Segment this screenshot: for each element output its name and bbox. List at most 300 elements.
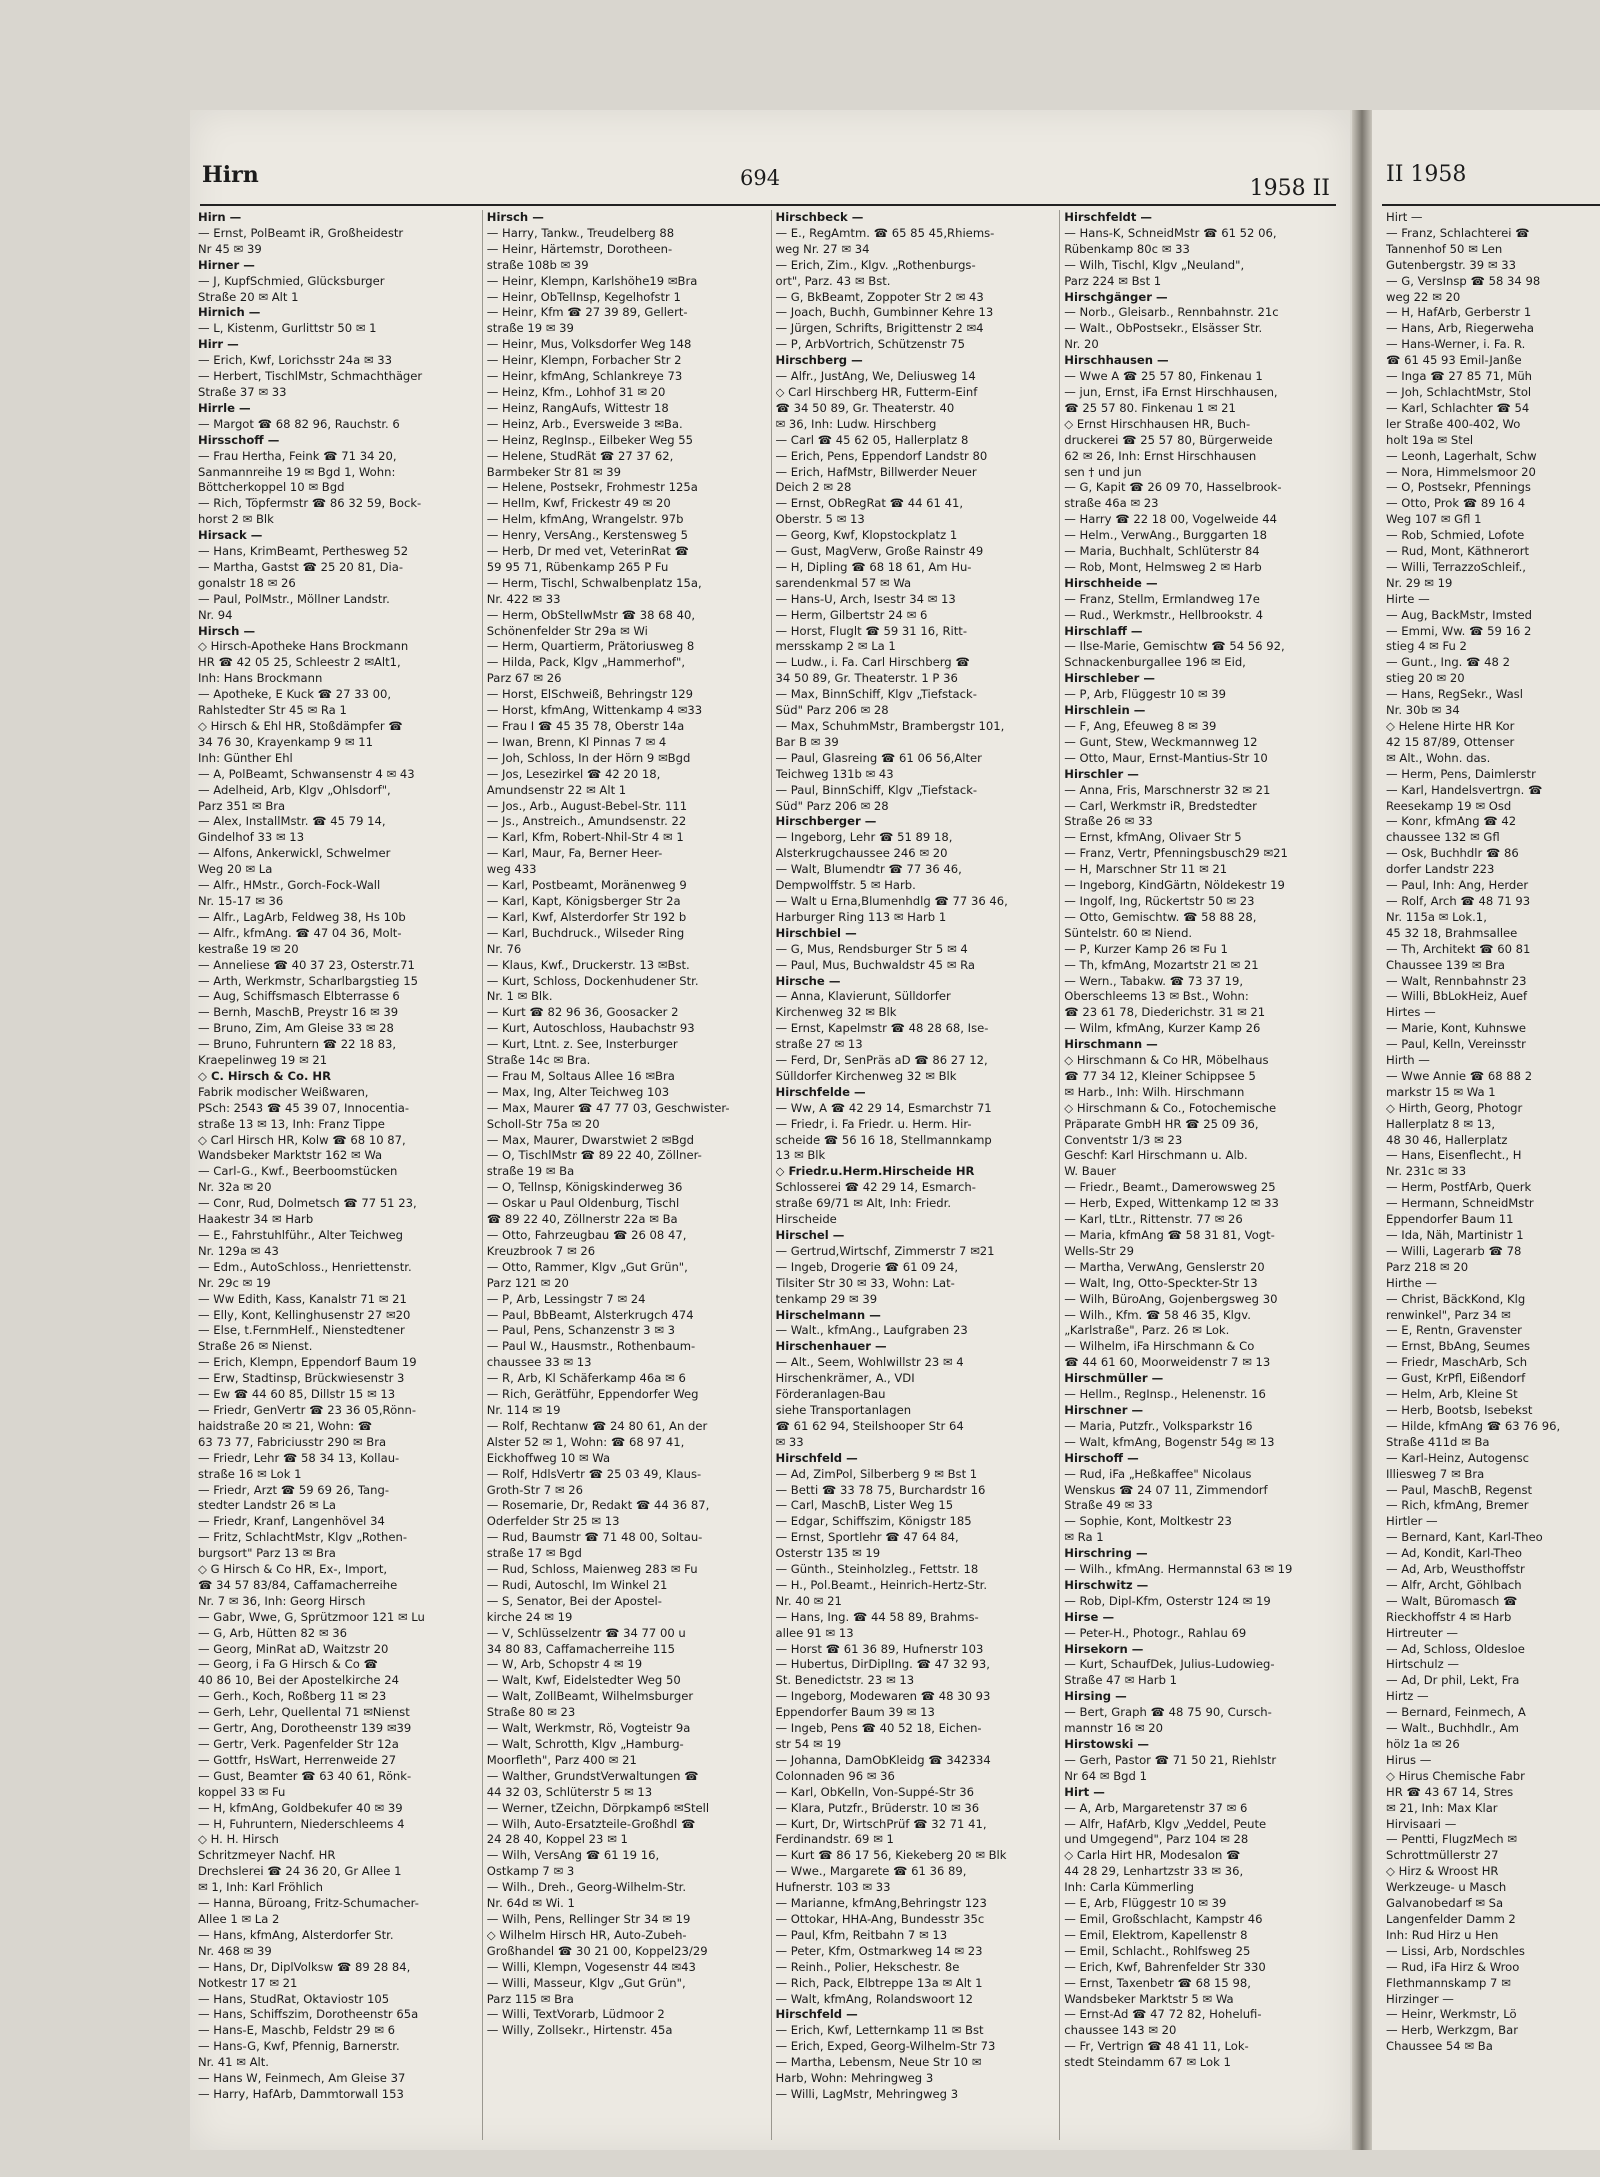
- directory-entry-line: — Arth, Werkmstr, Scharlbargstieg 15: [198, 973, 418, 988]
- directory-entry-line: Parz 115 ✉ Bra: [486, 1991, 574, 2006]
- directory-entry-line: — Anneliese ☎ 40 37 23, Osterstr.71: [198, 957, 415, 972]
- directory-entry-line: — Herb, Bootsb, Isebekst: [1386, 1402, 1533, 1417]
- directory-entry-line: 24 28 40, Koppel 23 ✉ 1: [486, 1832, 628, 1847]
- directory-entry-line: — Gertrud,Wirtschf, Zimmerstr 7 ✉21: [775, 1243, 995, 1258]
- directory-entry-line: — Helene, StudRät ☎ 27 37 62,: [486, 448, 674, 463]
- directory-entry-line: — Ottokar, HHA-Ang, Bundesstr 35c: [775, 1911, 985, 1926]
- directory-entry-line: renwinkel", Parz 34 ✉: [1386, 1307, 1511, 1322]
- directory-entry-line: Hirschfelde —: [775, 1084, 866, 1099]
- directory-entry-line: Böttcherkoppel 10 ✉ Bgd: [198, 480, 345, 495]
- directory-entry-line: Hirschoff —: [1064, 1450, 1139, 1465]
- directory-entry-line: — Gerh, Lehr, Quellental 71 ✉Nienst: [198, 1705, 410, 1720]
- directory-entry-line: Groth-Str 7 ✉ 26: [486, 1482, 583, 1497]
- directory-entry-line: ◇ Hirsch-Apotheke Hans Brockmann: [198, 639, 409, 654]
- directory-entry-line: — Erich, Kwf, Bahrenfelder Str 330: [1064, 1959, 1266, 1974]
- directory-entry-line: ◇ Carla Hirt HR, Modesalon ☎: [1064, 1848, 1241, 1863]
- directory-entry-line: — Friedr, i. Fa Friedr. u. Herm. Hir-: [775, 1116, 972, 1131]
- directory-entry-line: — Ingeborg, Modewaren ☎ 48 30 93: [775, 1689, 991, 1704]
- directory-entry-line: — Helene, Postsekr, Frohmestr 125a: [486, 480, 698, 495]
- directory-entry-line: Hirth —: [1386, 1053, 1430, 1068]
- directory-entry-line: — Bernard, Kant, Karl-Theo: [1386, 1530, 1543, 1545]
- directory-entry-line: — Hans, kfmAng, Alsterdorfer Str.: [198, 1927, 394, 1942]
- directory-entry-line: — R, Arb, Kl Schäferkamp 46a ✉ 6: [486, 1371, 686, 1386]
- directory-entry-line: Tannenhof 50 ✉ Len: [1386, 241, 1503, 256]
- directory-entry-line: PSch: 2543 ☎ 45 39 07, Innocentia-: [198, 1100, 410, 1115]
- directory-entry-line: — Fr, Vertrign ☎ 48 41 11, Lok-: [1064, 2039, 1249, 2054]
- directory-entry-line: Hufnerstr. 103 ✉ 33: [775, 1880, 891, 1895]
- directory-entry-line: Deich 2 ✉ 28: [775, 480, 852, 495]
- directory-entry-line: Hirsch —: [486, 210, 544, 224]
- directory-entry-line: Nr. 64d ✉ Wi. 1: [486, 1896, 575, 1911]
- directory-entry-line: koppel 33 ✉ Fu: [198, 1784, 286, 1799]
- directory-entry-line: — Wilh, Pens, Rellinger Str 34 ✉ 19: [486, 1911, 691, 1926]
- directory-entry-line: Hirschbeck —: [775, 210, 864, 224]
- directory-entry-line: Hirschelmann —: [775, 1307, 881, 1322]
- directory-entry-line: Wandsbeker Marktstr 5 ✉ Wa: [1064, 1991, 1234, 2006]
- directory-entry-line: Präparate GmbH HR ☎ 25 09 36,: [1064, 1116, 1259, 1131]
- directory-entry-line: — Georg, MinRat aD, Waitzstr 20: [198, 1641, 389, 1656]
- directory-entry-line: — Franz, Vertr, Pfenningsbusch29 ✉21: [1064, 846, 1288, 861]
- directory-entry-line: — Heinr, kfmAng, Schlankreye 73: [486, 369, 683, 384]
- directory-entry-line: sen † und jun: [1064, 464, 1142, 479]
- directory-entry-line: — Horst ☎ 61 36 89, Hufnerstr 103: [775, 1641, 984, 1656]
- directory-entry-line: — Rolf, Arch ☎ 48 71 93: [1386, 893, 1531, 908]
- directory-entry-line: ◇ Hirschmann & Co., Fotochemische: [1064, 1100, 1277, 1115]
- directory-entry-line: — Ernst-Ad ☎ 47 72 82, Hohelufi-: [1064, 2007, 1262, 2022]
- directory-entry-line: — Otto, Fahrzeugbau ☎ 26 08 47,: [486, 1228, 687, 1242]
- directory-entry-line: Hirnich —: [198, 305, 261, 320]
- directory-entry-line: — Max, Maurer, Dwarstwiet 2 ✉Bgd: [486, 1132, 694, 1147]
- directory-entry-line: Hirschhausen —: [1064, 353, 1169, 368]
- directory-entry-line: — Harry ☎ 22 18 00, Vogelweide 44: [1064, 512, 1277, 527]
- directory-entry-line: ◇ C. Hirsch & Co. HR: [198, 1068, 332, 1083]
- directory-entry-line: — Wilh., Dreh., Georg-Wilhelm-Str.: [486, 1880, 687, 1895]
- directory-entry-line: Wandsbeker Marktstr 162 ✉ Wa: [198, 1148, 383, 1163]
- directory-entry-line: Hirtes —: [1386, 1005, 1436, 1020]
- directory-entry-line: — Hellm, Kwf, Frickestr 49 ✉ 20: [486, 496, 671, 511]
- directory-entry-line: — Friedr, Kranf, Langenhövel 34: [198, 1514, 385, 1529]
- directory-entry-line: str 54 ✉ 19: [775, 1737, 842, 1751]
- directory-entry-line: Nr. 114 ✉ 19: [486, 1402, 561, 1417]
- directory-entry-line: ✉ 33: [775, 1434, 804, 1449]
- directory-entry-line: — Paul, Inh: Ang, Herder: [1386, 878, 1529, 893]
- directory-entry-line: — Gerh, Pastor ☎ 71 50 21, Riehlstr: [1064, 1752, 1277, 1767]
- directory-entry-line: Nr. 41 ✉ Alt.: [198, 2055, 269, 2070]
- directory-entry-line: Geschf: Karl Hirschmann u. Alb.: [1064, 1148, 1248, 1163]
- directory-entry-line: — Helm., VerwAng., Burggarten 18: [1064, 528, 1267, 543]
- directory-entry-line: — Max, Ing, Alter Teichweg 103: [486, 1084, 670, 1099]
- directory-entry-line: Nr. 76: [486, 941, 522, 956]
- directory-entry-line: — Bruno, Fuhruntern ☎ 22 18 83,: [198, 1037, 397, 1052]
- directory-entry-line: — E, Arb, Flüggestr 10 ✉ 39: [1064, 1896, 1227, 1911]
- directory-entry-line: — Otto, Maur, Ernst-Mantius-Str 10: [1064, 750, 1268, 765]
- directory-entry-line: — Rudi, Autoschl, Im Winkel 21: [486, 1577, 668, 1592]
- directory-entry-line: — Maria, Buchhalt, Schlüterstr 84: [1064, 544, 1260, 559]
- directory-entry-line: Nr. 32a ✉ 20: [198, 1180, 272, 1195]
- directory-entry-line: — Walt, Rennbahnstr 23: [1386, 973, 1527, 988]
- directory-entry-line: und Umgegend", Parz 104 ✉ 28: [1064, 1832, 1249, 1847]
- directory-entry-line: — Wilm, kfmAng, Kurzer Kamp 26: [1064, 1021, 1261, 1036]
- left-page: [190, 110, 1350, 2150]
- directory-entry-line: — Konr, kfmAng ☎ 42: [1386, 814, 1517, 829]
- directory-entry-line: — Willi, Masseur, Klgv „Gut Grün",: [486, 1975, 686, 1990]
- directory-entry-line: Hirn —: [198, 210, 242, 224]
- directory-entry-line: — Heinr, Klempn, Karlshöhe19 ✉Bra: [486, 273, 698, 288]
- directory-entry-line: — Klaus, Kwf., Druckerstr. 13 ✉Bst.: [486, 957, 690, 972]
- directory-entry-line: 34 50 89, Gr. Theaterstr. 1 P 36: [775, 671, 958, 686]
- directory-entry-line: — Franz, Stellm, Ermlandweg 17e: [1064, 591, 1260, 606]
- directory-entry-line: — Joh, Schloss, In der Hörn 9 ✉Bgd: [486, 750, 691, 765]
- directory-entry-line: Hirsekorn —: [1064, 1641, 1144, 1656]
- directory-entry-line: — Martha, VerwAng, Genslerstr 20: [1064, 1259, 1265, 1274]
- directory-entry-line: — Norb., Gleisarb., Rennbahnstr. 21c: [1064, 305, 1279, 320]
- directory-entry-line: — Horst, Fluglt ☎ 59 31 16, Ritt-: [775, 623, 968, 638]
- directory-entry-line: Dempwolffstr. 5 ✉ Harb.: [775, 878, 916, 893]
- directory-entry-line: gonalstr 18 ✉ 26: [198, 575, 296, 590]
- directory-entry-line: Straße 26 ✉ 33: [1064, 814, 1153, 829]
- directory-entry-line: — Lissi, Arb, Nordschles: [1386, 1943, 1525, 1958]
- directory-entry-line: — Walt, Schrotth, Klgv „Hamburg-: [486, 1737, 684, 1751]
- directory-entry-line: Harb, Wohn: Mehringweg 3: [775, 2071, 934, 2086]
- directory-entry-line: — Wilh, Tischl, Klgv „Neuland",: [1064, 257, 1245, 272]
- directory-entry-line: Nr. 422 ✉ 33: [486, 591, 561, 606]
- directory-entry-line: — Heinz, Kfm., Lohhof 31 ✉ 20: [486, 384, 666, 399]
- directory-entry-line: — Else, t.FernmHelf., Nienstedtener: [198, 1323, 405, 1338]
- directory-entry-line: stieg 20 ✉ 20: [1386, 671, 1465, 686]
- directory-entry-line: — Wilh, Auto-Ersatzteile-Großhdl ☎: [486, 1816, 696, 1831]
- directory-entry-line: — Georg, Kwf, Klopstockplatz 1: [775, 528, 958, 543]
- directory-entry-line: Straße 47 ✉ Harb 1: [1064, 1673, 1177, 1688]
- directory-entry-line: — Hanna, Büroang, Fritz-Schumacher-: [198, 1896, 419, 1911]
- directory-entry-line: — Erich, Pens, Eppendorf Landstr 80: [775, 448, 988, 463]
- directory-entry-line: ◇ Helene Hirte HR Kor: [1386, 719, 1515, 733]
- header-rule: [200, 204, 1336, 206]
- directory-entry-line: — Edgar, Schiffszim, Königstr 185: [775, 1514, 972, 1529]
- directory-entry-line: Nr. 468 ✉ 39: [198, 1943, 272, 1958]
- directory-entry-line: — Wilh., Kfm. ☎ 58 46 35, Klgv.: [1064, 1307, 1251, 1322]
- directory-entry-line: Eickhoffweg 10 ✉ Wa: [486, 1450, 611, 1465]
- directory-entry-line: Süntelstr. 60 ✉ Niend.: [1064, 925, 1193, 940]
- column-3: [771, 210, 1052, 2140]
- directory-entry-line: Parz 224 ✉ Bst 1: [1064, 273, 1162, 288]
- directory-entry-line: — Walther, GrundstVerwaltungen ☎: [486, 1768, 699, 1783]
- directory-entry-line: Parz 218 ✉ 20: [1386, 1259, 1469, 1274]
- directory-entry-line: Allee 1 ✉ La 2: [198, 1911, 280, 1926]
- directory-entry-line: — Hans-Werner, i. Fa. R.: [1386, 337, 1526, 352]
- directory-entry-line: sarendenkmal 57 ✉ Wa: [775, 575, 912, 590]
- directory-entry-line: — Bruno, Zim, Am Gleise 33 ✉ 28: [198, 1021, 394, 1036]
- directory-entry-line: — Ernst, Taxenbetr ☎ 68 15 98,: [1064, 1975, 1251, 1990]
- page-header: [190, 162, 1350, 202]
- directory-entry-line: W. Bauer: [1064, 1164, 1117, 1179]
- directory-entry-line: Hirt —: [1386, 210, 1423, 224]
- directory-entry-line: — Jos., Arb., August-Bebel-Str. 111: [486, 798, 688, 813]
- directory-entry-line: — Johanna, DamObKleidg ☎ 342334: [775, 1752, 991, 1767]
- directory-entry-line: — O, Tellnsp, Königskinderweg 36: [486, 1180, 683, 1195]
- directory-entry-line: — Hilda, Pack, Klgv „Hammerhof",: [486, 655, 686, 670]
- directory-entry-line: — Rud, iFa „Heßkaffee" Nicolaus: [1064, 1466, 1252, 1481]
- directory-entry-line: — Herm, Quartierm, Prätoriusweg 8: [486, 639, 695, 654]
- directory-entry-line: straße 19 ✉ Ba: [486, 1164, 575, 1179]
- directory-entry-line: — Bernard, Feinmech, A: [1386, 1705, 1526, 1720]
- directory-entry-line: — Walt., ObPostsekr., Elsässer Str.: [1064, 321, 1263, 336]
- directory-entry-line: — Kurt, Ltnt. z. See, Insterburger: [486, 1037, 678, 1052]
- directory-entry-line: Nr. 1 ✉ Blk.: [486, 989, 553, 1004]
- directory-entry-line: — Harry, HafArb, Dammtorwall 153: [198, 2086, 404, 2101]
- directory-entry-line: Tilsiter Str 30 ✉ 33, Wohn: Lat-: [775, 1275, 955, 1290]
- directory-entry-line: siehe Transportanlagen: [775, 1402, 912, 1417]
- directory-entry-line: Hirschgänger —: [1064, 289, 1168, 304]
- directory-entry-line: — Karl, Schlachter ☎ 54: [1386, 400, 1530, 415]
- directory-entry-line: — Willi, BbLokHeiz, Auef: [1386, 989, 1528, 1004]
- directory-entry-line: allee 91 ✉ 13: [775, 1625, 854, 1640]
- directory-entry-line: Wenskus ☎ 24 07 11, Zimmendorf: [1064, 1482, 1268, 1497]
- directory-entry-line: ✉ 1, Inh: Karl Fröhlich: [198, 1880, 323, 1895]
- directory-entry-line: Hirzinger —: [1386, 1991, 1454, 2006]
- directory-entry-line: Kraepelinweg 19 ✉ 21: [198, 1053, 328, 1068]
- directory-entry-line: Schlosserei ☎ 42 29 14, Esmarch-: [775, 1180, 976, 1195]
- directory-entry-line: — Willi, TextVorarb, Lüdmoor 2: [486, 2007, 665, 2022]
- directory-entry-line: Straße 14c ✉ Bra.: [486, 1053, 591, 1068]
- directory-entry-line: — Paul, PolMstr., Möllner Landstr.: [198, 591, 390, 606]
- directory-entry-line: — Apotheke, E Kuck ☎ 27 33 00,: [198, 687, 392, 702]
- directory-entry-line: — Frau I ☎ 45 35 78, Oberstr 14a: [486, 719, 685, 733]
- directory-entry-line: — Walt, Ing, Otto-Speckter-Str 13: [1064, 1275, 1258, 1290]
- directory-entry-line: — Heinz, Arb., Eversweide 3 ✉Ba.: [486, 416, 683, 431]
- directory-entry-line: — Karl, Buchdruck., Wilseder Ring: [486, 925, 685, 940]
- directory-entry-line: — Erich, Klempn, Eppendorf Baum 19: [198, 1355, 417, 1370]
- directory-entry-line: — Bernh, MaschB, Preystr 16 ✉ 39: [198, 1005, 399, 1020]
- directory-entry-line: Hirus —: [1386, 1752, 1432, 1767]
- directory-entry-line: — Ernst, ObRegRat ☎ 44 61 41,: [775, 496, 964, 511]
- directory-entry-line: — Rolf, HdlsVertr ☎ 25 03 49, Klaus-: [486, 1466, 702, 1481]
- directory-entry-line: „Karlstraße", Parz. 26 ✉ Lok.: [1064, 1323, 1230, 1338]
- directory-entry-line: — G, Kapit ☎ 26 09 70, Hasselbrook-: [1064, 480, 1282, 495]
- directory-entry-line: 62 ✉ 26, Inh: Ernst Hirschhausen: [1064, 448, 1257, 463]
- directory-entry-line: — Jos, Lesezirkel ☎ 42 20 18,: [486, 766, 661, 781]
- directory-entry-line: Hirschlaff —: [1064, 623, 1143, 638]
- directory-entry-line: — Emil, Schlacht., Rohlfsweg 25: [1064, 1943, 1251, 1958]
- directory-entry-line: — Ida, Näh, Martinistr 1: [1386, 1228, 1524, 1242]
- directory-entry-line: — Ww, A ☎ 42 29 14, Esmarchstr 71: [775, 1100, 992, 1115]
- directory-entry-line: Hirt —: [1064, 1784, 1105, 1799]
- directory-entry-line: — Paul, Glasreing ☎ 61 06 56,Alter: [775, 750, 982, 765]
- directory-entry-line: Sanmannreihe 19 ✉ Bgd 1, Wohn:: [198, 464, 396, 479]
- directory-entry-line: — Ad, Dr phil, Lekt, Fra: [1386, 1673, 1520, 1688]
- directory-entry-line: Alster 52 ✉ 1, Wohn: ☎ 68 97 41,: [486, 1434, 685, 1449]
- directory-entry-line: Hirsack —: [198, 528, 263, 543]
- directory-entry-line: — Jürgen, Schrifts, Brigittenstr 2 ✉4: [775, 321, 984, 336]
- directory-entry-line: Colonnaden 96 ✉ 36: [775, 1768, 895, 1783]
- directory-entry-line: — Erich, Exped, Georg-Wilhelm-Str 73: [775, 2039, 996, 2054]
- directory-entry-line: — Paul, BbBeamt, Alsterkrugch 474: [486, 1307, 694, 1322]
- directory-entry-line: — Karl, Handelsvertrgn. ☎: [1386, 782, 1543, 797]
- directory-entry-line: — Leonh, Lagerhalt, Schw: [1386, 448, 1537, 463]
- directory-entry-line: — Ingeborg, Lehr ☎ 51 89 18,: [775, 830, 953, 845]
- directory-entry-line: Hirschenhauer —: [775, 1339, 887, 1354]
- directory-entry-line: — Wwe A ☎ 25 57 80, Finkenau 1: [1064, 369, 1263, 384]
- directory-entry-line: — Willi, TerrazzoSchleif.,: [1386, 559, 1526, 574]
- directory-entry-line: ☎ 61 45 93 Emil-Janße: [1386, 353, 1522, 368]
- directory-entry-line: — H, kfmAng, Goldbekufer 40 ✉ 39: [198, 1800, 403, 1815]
- directory-entry-line: — Iwan, Brenn, Kl Pinnas 7 ✉ 4: [486, 734, 667, 749]
- directory-entry-line: — L, Kistenm, Gurlittstr 50 ✉ 1: [198, 321, 377, 336]
- directory-entry-line: Nr. 129a ✉ 43: [198, 1243, 279, 1258]
- directory-entry-line: Hirscheide: [775, 1212, 837, 1227]
- directory-entry-line: — Erich, Zim., Klgv. „Rothenburgs-: [775, 257, 976, 272]
- directory-entry-line: 34 80 83, Caffamacherreihe 115: [486, 1641, 676, 1656]
- directory-entry-line: 13 ✉ Blk: [775, 1148, 826, 1163]
- directory-entry-line: — Rosemarie, Dr, Redakt ☎ 44 36 87,: [486, 1498, 710, 1513]
- directory-entry-line: — Rud., Werkmstr., Hellbrookstr. 4: [1064, 607, 1263, 622]
- directory-entry-line: — Harry, Tankw., Treudelberg 88: [486, 225, 675, 240]
- directory-entry-line: — Ernst, PolBeamt iR, Großheidestr: [198, 225, 404, 240]
- directory-entry-line: HR ☎ 42 05 25, Schleestr 2 ✉Alt1,: [198, 655, 401, 670]
- column-2: [482, 210, 763, 2140]
- directory-entry-line: — Alfr., kfmAng. ☎ 47 04 36, Molt-: [198, 925, 402, 940]
- directory-entry-line: — Paul, Pens, Schanzenstr 3 ✉ 3: [486, 1323, 675, 1338]
- directory-entry-line: ☎ 34 57 83/84, Caffamacherreihe: [198, 1577, 398, 1592]
- directory-entry-line: — Ernst, BbAng, Seumes: [1386, 1339, 1531, 1354]
- directory-entry-line: ✉ Harb., Inh: Wilh. Hirschmann: [1064, 1084, 1245, 1099]
- directory-entry-line: — Friedr, Lehr ☎ 58 34 13, Kollau-: [198, 1450, 400, 1465]
- directory-entry-line: — Ernst, kfmAng, Olivaer Str 5: [1064, 830, 1242, 845]
- directory-entry-line: — Elly, Kont, Kellinghusenstr 27 ✉20: [198, 1307, 411, 1322]
- directory-columns: [198, 210, 1340, 2140]
- directory-entry-line: — Herm, PostfArb, Querk: [1386, 1180, 1532, 1195]
- directory-entry-line: Hirthe —: [1386, 1275, 1438, 1290]
- directory-entry-line: — G, Mus, Rendsburger Str 5 ✉ 4: [775, 941, 968, 956]
- header-year: 1958 II: [1249, 176, 1330, 201]
- directory-entry-line: — Alfr., JustAng, We, Deliusweg 14: [775, 369, 976, 384]
- directory-entry-line: ◇ Hirsch & Ehl HR, Stoßdämpfer ☎: [198, 719, 403, 733]
- directory-entry-line: — E., RegAmtm. ☎ 65 85 45,Rhiems-: [775, 225, 995, 240]
- directory-entry-line: — Walt, kfmAng, Rolandswoort 12: [775, 1991, 973, 2006]
- directory-entry-line: — Herb, Exped, Wittenkamp 12 ✉ 33: [1064, 1196, 1279, 1211]
- directory-entry-line: — Rich, Gerätführ, Eppendorfer Weg: [486, 1387, 699, 1402]
- directory-entry-line: Hirvisaari —: [1386, 1816, 1457, 1831]
- directory-entry-line: ◇ Ernst Hirschhausen HR, Buch-: [1064, 416, 1251, 431]
- directory-entry-line: — Pentti, FlugzMech ✉: [1386, 1832, 1517, 1847]
- directory-entry-line: Förderanlagen-Bau: [775, 1387, 886, 1402]
- directory-entry-line: — Gust, MagVerw, Große Rainstr 49: [775, 544, 984, 559]
- directory-entry-line: HR ☎ 43 67 14, Stres: [1386, 1784, 1514, 1799]
- directory-entry-line: Hirtler —: [1386, 1514, 1438, 1529]
- directory-entry-line: — Th, Architekt ☎ 60 81: [1386, 941, 1531, 956]
- directory-entry-line: — Friedr, MaschArb, Sch: [1386, 1355, 1528, 1370]
- directory-entry-line: ◇ Carl Hirschberg HR, Futterm-Einf: [775, 384, 978, 399]
- directory-entry-line: ✉ 36, Inh: Ludw. Hirschberg: [775, 416, 937, 431]
- directory-entry-line: — Walt, Kwf, Eidelstedter Weg 50: [486, 1673, 681, 1688]
- page-number: 694: [740, 166, 781, 190]
- directory-entry-line: 63 73 77, Fabriciusstr 290 ✉ Bra: [198, 1434, 387, 1449]
- directory-entry-line: — Hans-K, SchneidMstr ☎ 61 52 06,: [1064, 225, 1277, 240]
- directory-entry-line: — G, BkBeamt, Zoppoter Str 2 ✉ 43: [775, 289, 984, 304]
- directory-entry-line: — Adelheid, Arb, Klgv „Ohlsdorf",: [198, 782, 391, 797]
- directory-entry-line: stieg 4 ✉ Fu 2: [1386, 639, 1467, 654]
- directory-entry-line: Moorfleth", Parz 400 ✉ 21: [486, 1752, 637, 1767]
- directory-entry-line: Conventstr 1/3 ✉ 23: [1064, 1132, 1183, 1147]
- directory-entry-line: chaussee 33 ✉ 13: [486, 1355, 592, 1370]
- directory-entry-line: Chaussee 139 ✉ Bra: [1386, 957, 1505, 972]
- directory-entry-line: Notkestr 17 ✉ 21: [198, 1975, 298, 1990]
- directory-entry-line: — Ingeb, Pens ☎ 40 52 18, Eichen-: [775, 1721, 982, 1736]
- directory-entry-line: — Kurt, SchaufDek, Julius-Ludowieg-: [1064, 1657, 1275, 1672]
- directory-entry-line: — Conr, Rud, Dolmetsch ☎ 77 51 23,: [198, 1196, 417, 1211]
- directory-entry-line: — Gertr, Ang, Dorotheenstr 139 ✉39: [198, 1721, 412, 1736]
- directory-entry-line: ◇ Hirus Chemische Fabr: [1386, 1768, 1525, 1783]
- directory-entry-line: — Martha, Lebensm, Neue Str 10 ✉: [775, 2055, 982, 2070]
- directory-entry-line: — Rud, iFa Hirz & Wroo: [1386, 1959, 1520, 1974]
- directory-entry-line: — Paul, Kfm, Reitbahn 7 ✉ 13: [775, 1927, 948, 1942]
- directory-entry-line: Nr 64 ✉ Bgd 1: [1064, 1768, 1147, 1783]
- directory-entry-line: — jun, Ernst, iFa Ernst Hirschhausen,: [1064, 384, 1278, 399]
- directory-entry-line: — Gerh., Koch, Roßberg 11 ✉ 23: [198, 1689, 387, 1704]
- directory-entry-line: ◇ Wilhelm Hirsch HR, Auto-Zubeh-: [486, 1927, 687, 1942]
- directory-entry-line: 44 28 29, Lenhartzstr 33 ✉ 36,: [1064, 1864, 1244, 1879]
- directory-entry-line: — Alex, InstallMstr. ☎ 45 79 14,: [198, 814, 386, 829]
- directory-entry-line: — Rich, Pack, Elbtreppe 13a ✉ Alt 1: [775, 1975, 983, 1990]
- directory-entry-line: — Frau M, Soltaus Allee 16 ✉Bra: [486, 1068, 675, 1083]
- directory-entry-line: — Herm, Tischl, Schwalbenplatz 15a,: [486, 575, 702, 590]
- directory-entry-line: Nr. 7 ✉ 36, Inh: Georg Hirsch: [198, 1593, 366, 1608]
- directory-entry-line: ort", Parz. 43 ✉ Bst.: [775, 273, 891, 288]
- directory-entry-line: Hirr —: [198, 337, 239, 352]
- directory-entry-line: Hirsch —: [198, 623, 256, 638]
- directory-entry-line: ☎ 44 61 60, Moorweidenstr 7 ✉ 13: [1064, 1355, 1271, 1370]
- directory-entry-line: — Rob, Schmied, Lofote: [1386, 528, 1525, 543]
- directory-entry-line: ◇ G Hirsch & Co HR, Ex-, Import,: [198, 1562, 388, 1577]
- directory-entry-line: dorfer Landstr 223: [1386, 862, 1495, 877]
- directory-entry-line: scheide ☎ 56 16 18, Stellmannkamp: [775, 1132, 992, 1147]
- directory-entry-line: — Hans, Dr, DiplVolksw ☎ 89 28 84,: [198, 1959, 411, 1974]
- directory-entry-line: Hirschel —: [775, 1228, 845, 1242]
- directory-entry-line: Galvanobedarf ✉ Sa: [1386, 1896, 1504, 1911]
- directory-entry-line: Hirschmüller —: [1064, 1371, 1164, 1386]
- directory-entry-line: — Rud, Mont, Käthnerort: [1386, 544, 1530, 559]
- directory-entry-line: chaussee 132 ✉ Gfl: [1386, 830, 1500, 845]
- directory-entry-line: — Walt u Erna,Blumenhdlg ☎ 77 36 46,: [775, 893, 1008, 908]
- directory-entry-line: — Martha, Gastst ☎ 25 20 81, Dia-: [198, 559, 404, 574]
- directory-entry-line: — Ingolf, Ing, Rückertstr 50 ✉ 23: [1064, 893, 1255, 908]
- directory-entry-line: ◇ H. H. Hirsch: [198, 1832, 279, 1847]
- directory-entry-line: — Ferd, Dr, SenPräs aD ☎ 86 27 12,: [775, 1053, 988, 1068]
- directory-entry-line: weg 433: [486, 862, 537, 877]
- directory-entry-line: — Kurt ☎ 82 96 36, Goosacker 2: [486, 1005, 679, 1020]
- directory-entry-line: — P, Arb, Lessingstr 7 ✉ 24: [486, 1291, 646, 1306]
- directory-entry-line: — Paul, MaschB, Regenst: [1386, 1482, 1533, 1497]
- directory-entry-line: Kirchenweg 32 ✉ Blk: [775, 1005, 897, 1020]
- directory-entry-line: Straße 49 ✉ 33: [1064, 1498, 1153, 1513]
- directory-entry-line: — Hans-G, Kwf, Pfennig, Barnerstr.: [198, 2039, 400, 2054]
- directory-entry-line: Schnackenburgallee 196 ✉ Eid,: [1064, 655, 1246, 670]
- directory-entry-line: Nr. 29c ✉ 19: [198, 1275, 271, 1290]
- directory-entry-line: — Carl, Werkmstr iR, Bredstedter: [1064, 798, 1257, 813]
- directory-entry-line: — Herbert, TischlMstr, Schmachthäger: [198, 369, 423, 384]
- directory-entry-line: Hirschner —: [1064, 1402, 1144, 1417]
- directory-entry-line: — Karl, tLtr., Rittenstr. 77 ✉ 26: [1064, 1212, 1243, 1227]
- directory-entry-line: — Henry, VersAng., Kerstensweg 5: [486, 528, 688, 543]
- directory-entry-line: — Heinr, Kfm ☎ 27 39 89, Gellert-: [486, 305, 688, 320]
- directory-entry-line: Großhandel ☎ 30 21 00, Koppel23/29: [486, 1943, 708, 1958]
- directory-entry-line: — P, Kurzer Kamp 26 ✉ Fu 1: [1064, 941, 1228, 956]
- directory-entry-line: — Werner, tZeichn, Dörpkamp6 ✉Stell: [486, 1800, 710, 1815]
- directory-entry-line: — Kurt, Schloss, Dockenhudener Str.: [486, 973, 699, 988]
- directory-entry-line: — Bert, Graph ☎ 48 75 90, Cursch-: [1064, 1705, 1272, 1720]
- directory-entry-line: Hallerplatz 8 ✉ 13,: [1386, 1116, 1496, 1131]
- directory-entry-line: Rübenkamp 80c ✉ 33: [1064, 241, 1190, 256]
- directory-entry-line: — Peter-H., Photogr., Rahlau 69: [1064, 1625, 1247, 1640]
